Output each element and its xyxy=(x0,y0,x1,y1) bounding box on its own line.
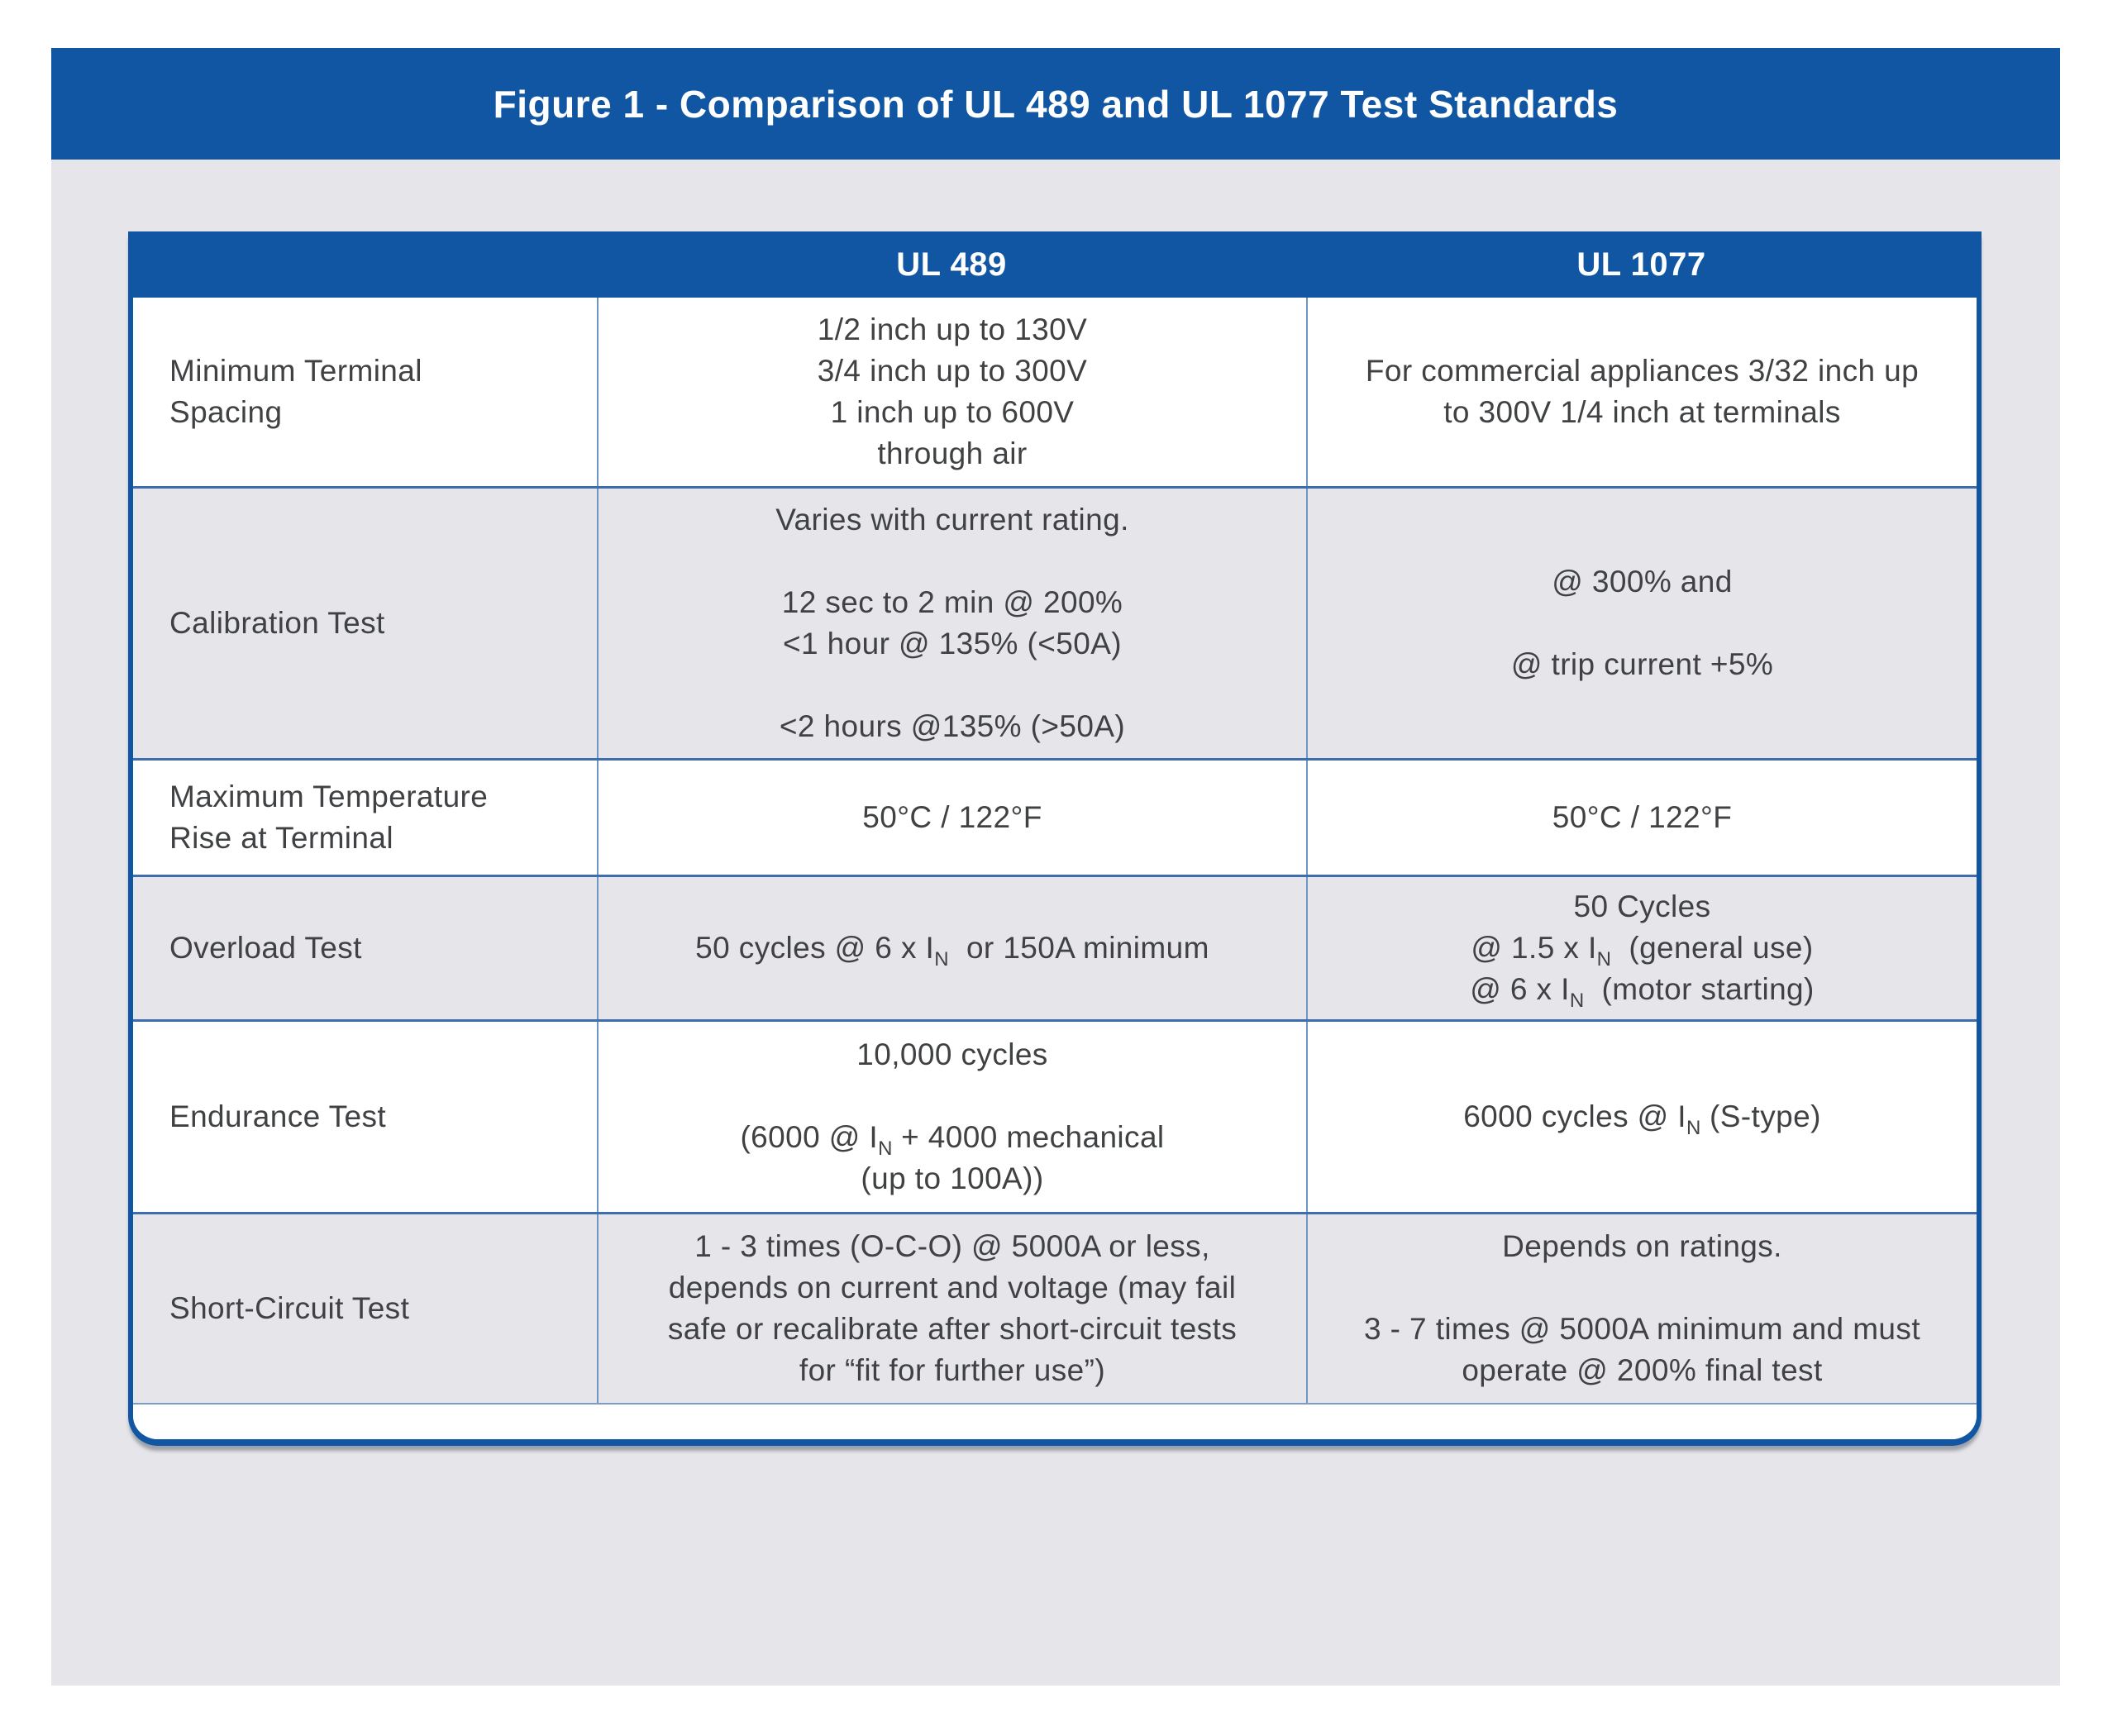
table-row-calibration-test xyxy=(133,486,1977,758)
cell-ul1077: @ 300% and @ trip current +5% xyxy=(1306,489,1977,758)
row-label: Overload Test xyxy=(169,931,362,965)
cell-ul1077: Depends on ratings. 3 - 7 times @ 5000A minimum and must operate @ 200% final test xyxy=(1306,1214,1977,1403)
table-row-short-circuit-test xyxy=(133,1212,1977,1403)
cell-ul489: 50°C / 122°F xyxy=(597,761,1306,875)
column-header-ul1077: UL 1077 xyxy=(1576,246,1706,283)
table-header-row xyxy=(133,231,1977,298)
cell-ul1077: For commercial appliances 3/32 inch up to 300V 1/4 inch at terminals xyxy=(1306,298,1977,486)
row-label: Short-Circuit Test xyxy=(169,1291,410,1325)
cell-ul489: 1 - 3 times (O-C-O) @ 5000A or less, depends on current and voltage (may fail safe or recalibrate after short-circuit tests for “fit for further use”) xyxy=(597,1214,1306,1403)
figure-panel xyxy=(51,48,2060,1686)
cell-ul1077: 6000 cycles @ $I_N$ (S-type) xyxy=(1306,1022,1977,1212)
figure-title: Figure 1 - Comparison of UL 489 and UL 1077 Test Standards xyxy=(493,82,1619,126)
title-bar xyxy=(51,48,2060,160)
cell-ul1077: 50 Cycles @ 1.5 x $I_N$ (general use) @ 6 x $I_N$ (motor starting) xyxy=(1306,877,1977,1019)
comparison-table xyxy=(128,231,1982,1446)
table-row-overload-test xyxy=(133,875,1977,1019)
cell-ul489: 1/2 inch up to 130V 3/4 inch up to 300V 1 inch up to 600V through air xyxy=(597,298,1306,486)
column-header-blank xyxy=(133,231,597,298)
column-header-ul489: UL 489 xyxy=(896,246,1007,283)
row-label: Endurance Test xyxy=(169,1099,387,1133)
row-label: Maximum Temperature Rise at Terminal xyxy=(169,780,489,855)
table-row-maximum-temperature-rise xyxy=(133,758,1977,875)
cell-ul489: 10,000 cycles (6000 @ $I_N + 4000$ mechanical (up to 100A)) xyxy=(597,1022,1306,1212)
table-row-endurance-test xyxy=(133,1019,1977,1212)
cell-ul1077: 50°C / 122°F xyxy=(1306,761,1977,875)
table-footer-strip xyxy=(133,1403,1977,1439)
cell-ul489: Varies with current rating. 12 sec to 2 min @ 200% <1 hour @ 135% (<50A) <2 hours @135% (>50A) xyxy=(597,489,1306,758)
cell-ul489: 50 cycles @ 6 x $I_N$ or 150A minimum xyxy=(597,877,1306,1019)
table-row-minimum-terminal-spacing xyxy=(133,298,1977,486)
row-label: Minimum Terminal Spacing xyxy=(169,354,422,429)
row-label: Calibration Test xyxy=(169,606,385,640)
